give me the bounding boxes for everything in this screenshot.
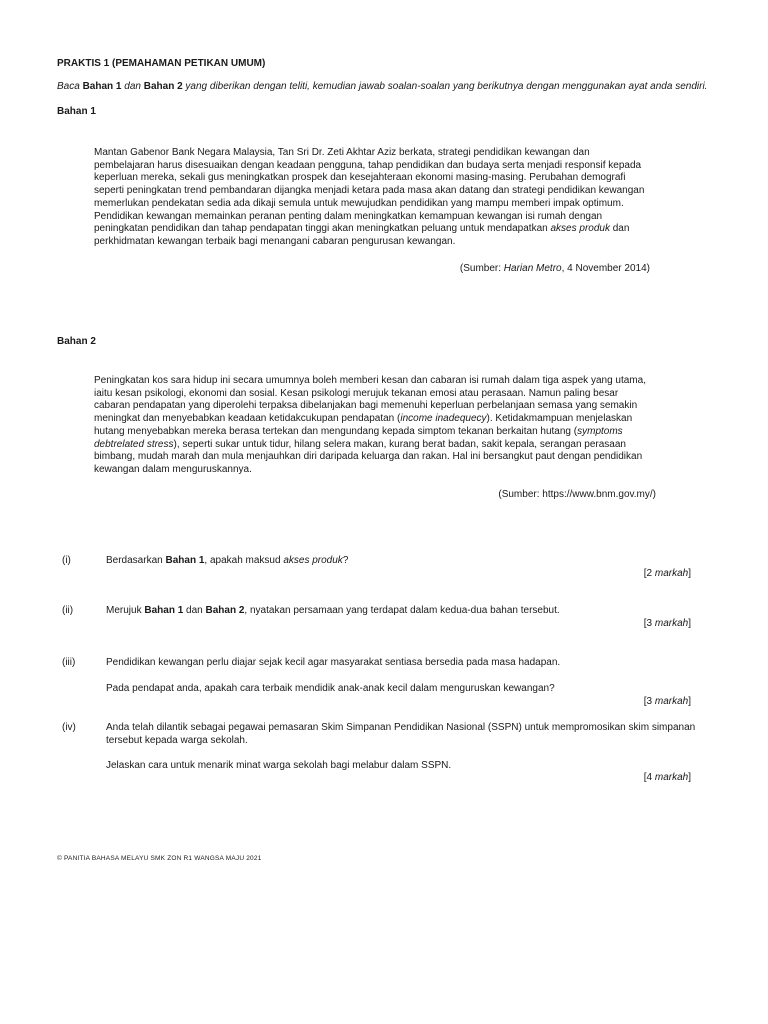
passage-line: meningkat dan menyebabkan keadaan ketidakcukupan pendapatan (income inadequecy). Ketidakmampuan menjelaskan <box>94 413 633 425</box>
bahan1-passage <box>94 147 654 249</box>
question-text: Pada pendapat anda, apakah cara terbaik mendidik anak-anak kecil dalam menguruskan kewangan? <box>106 683 555 694</box>
bahan1-label: Bahan 1 <box>57 106 96 117</box>
instruction-bahan2: Bahan 2 <box>143 81 183 92</box>
question-text: Anda telah dilantik sebagai pegawai pemasaran Skim Simpanan Pendidikan Nasional (SSPN) untuk mempromosikan skim simpanan tersebut kepada warga sekolah. <box>106 722 696 746</box>
instruction-text: dan <box>121 81 144 92</box>
question-number: (iii) <box>62 657 76 668</box>
passage-line: seperti peningkatan trend pembandaran dijangka menjadi ketara pada masa akan datang dan strategi pendidikan kewangan <box>94 185 645 197</box>
bahan2-label: Bahan 2 <box>57 336 96 347</box>
instruction-text: yang diberikan dengan teliti, kemudian jawab soalan-soalan yang berikutnya dengan menggunakan ayat anda sendiri. <box>182 81 708 92</box>
passage-line: keperluan mereka, sekali gus meningkatkan prospek dan kesejahteraan ekonomi masing-masing. Perubahan demografi <box>94 172 626 184</box>
bahan1-source: (Sumber: Harian Metro, 4 November 2014) <box>459 263 650 274</box>
passage-line: perkhidmatan kewangan terbaik bagi menangani cabaran pengurusan kewangan. <box>94 235 456 247</box>
instruction <box>57 81 707 92</box>
passage-line: Mantan Gabenor Bank Negara Malaysia, Tan Sri Dr. Zeti Akhtar Aziz berkata, strategi pendidikan kewangan dan <box>94 147 590 158</box>
question-marks: [3 markah] <box>643 618 691 629</box>
question-number: (ii) <box>62 605 74 616</box>
passage-line: hutang menyebabkan mereka berasa tertekan dan mengundang kepada simptom tekanan berkaitan hutang (symptoms <box>94 425 623 437</box>
akses-produk-term: akses produk <box>550 223 610 235</box>
passage-line: Peningkatan kos sara hidup ini secara umumnya boleh memberi kesan dan cabaran isi rumah dalam tiga aspek yang utama, <box>94 375 646 386</box>
question-marks: [4 markah] <box>643 772 691 783</box>
bahan2-passage <box>94 375 654 477</box>
question-number: (iv) <box>62 722 76 733</box>
passage-line: peningkatan pendidikan dan tahap pendapatan tinggi akan meningkatkan peluang untuk mendapatkan akses produk dan <box>94 223 630 235</box>
passage-line: kewangan dalam menguruskannya. <box>94 463 252 475</box>
passage-line: pembelajaran harus disesuaikan dengan keadaan pengguna, tahap pendidikan dan budaya serta menjadi responsif kepada <box>94 159 642 171</box>
passage-line: memerlukan pendekatan sedia ada dikaji semula untuk mewujudkan pendidikan yang mampu memberi impak optimum. <box>94 197 624 209</box>
bahan2-source: (Sumber: https://www.bnm.gov.my/) <box>498 489 656 500</box>
question-text: Merujuk Bahan 1 dan Bahan 2, nyatakan persamaan yang terdapat dalam kedua-dua bahan tersebut. <box>106 605 560 616</box>
passage-line: cabaran pendapatan yang diperolehi terpaksa dibelanjakan bagi memenuhi keperluan perbelanjaan semasa yang semakin <box>94 400 638 412</box>
passage-line: bimbang, mudah marah dan mula menjauhkan diri daripada keluarga dan rakan. Hal ini bersangkut paut dengan pendidikan <box>94 451 643 463</box>
passage-line: Pendidikan kewangan memainkan peranan penting dalam meningkatkan kemampuan kewangan isi rumah dengan <box>94 210 603 222</box>
question-text: Pendidikan kewangan perlu diajar sejak kecil agar masyarakat sentiasa bersedia pada masa hadapan. <box>106 657 561 668</box>
instruction-bahan1: Bahan 1 <box>82 81 122 92</box>
footer-copyright: © PANITIA BAHASA MELAYU SMK ZON R1 WANGSA MAJU 2021 <box>57 855 262 862</box>
question-marks: [2 markah] <box>643 568 691 579</box>
instruction-text: Baca <box>57 81 83 92</box>
passage-line: debtrelated stress), seperti sukar untuk tidur, hilang selera makan, kurang berat badan, sakit kepala, serangan perasaan <box>94 438 626 450</box>
question-marks: [3 markah] <box>643 696 691 707</box>
question-text: Berdasarkan Bahan 1, apakah maksud akses produk? <box>106 555 349 566</box>
passage-line: iaitu kesan psikologi, ekonomi dan sosial. Kesan psikologi merujuk tekanan emosi atau perasaan. Namun paling besar <box>94 387 619 399</box>
document-title: PRAKTIS 1 (PEMAHAMAN PETIKAN UMUM) <box>57 58 266 69</box>
question-number: (i) <box>62 555 71 566</box>
question-text: Jelaskan cara untuk menarik minat warga sekolah bagi melabur dalam SSPN. <box>106 760 452 771</box>
